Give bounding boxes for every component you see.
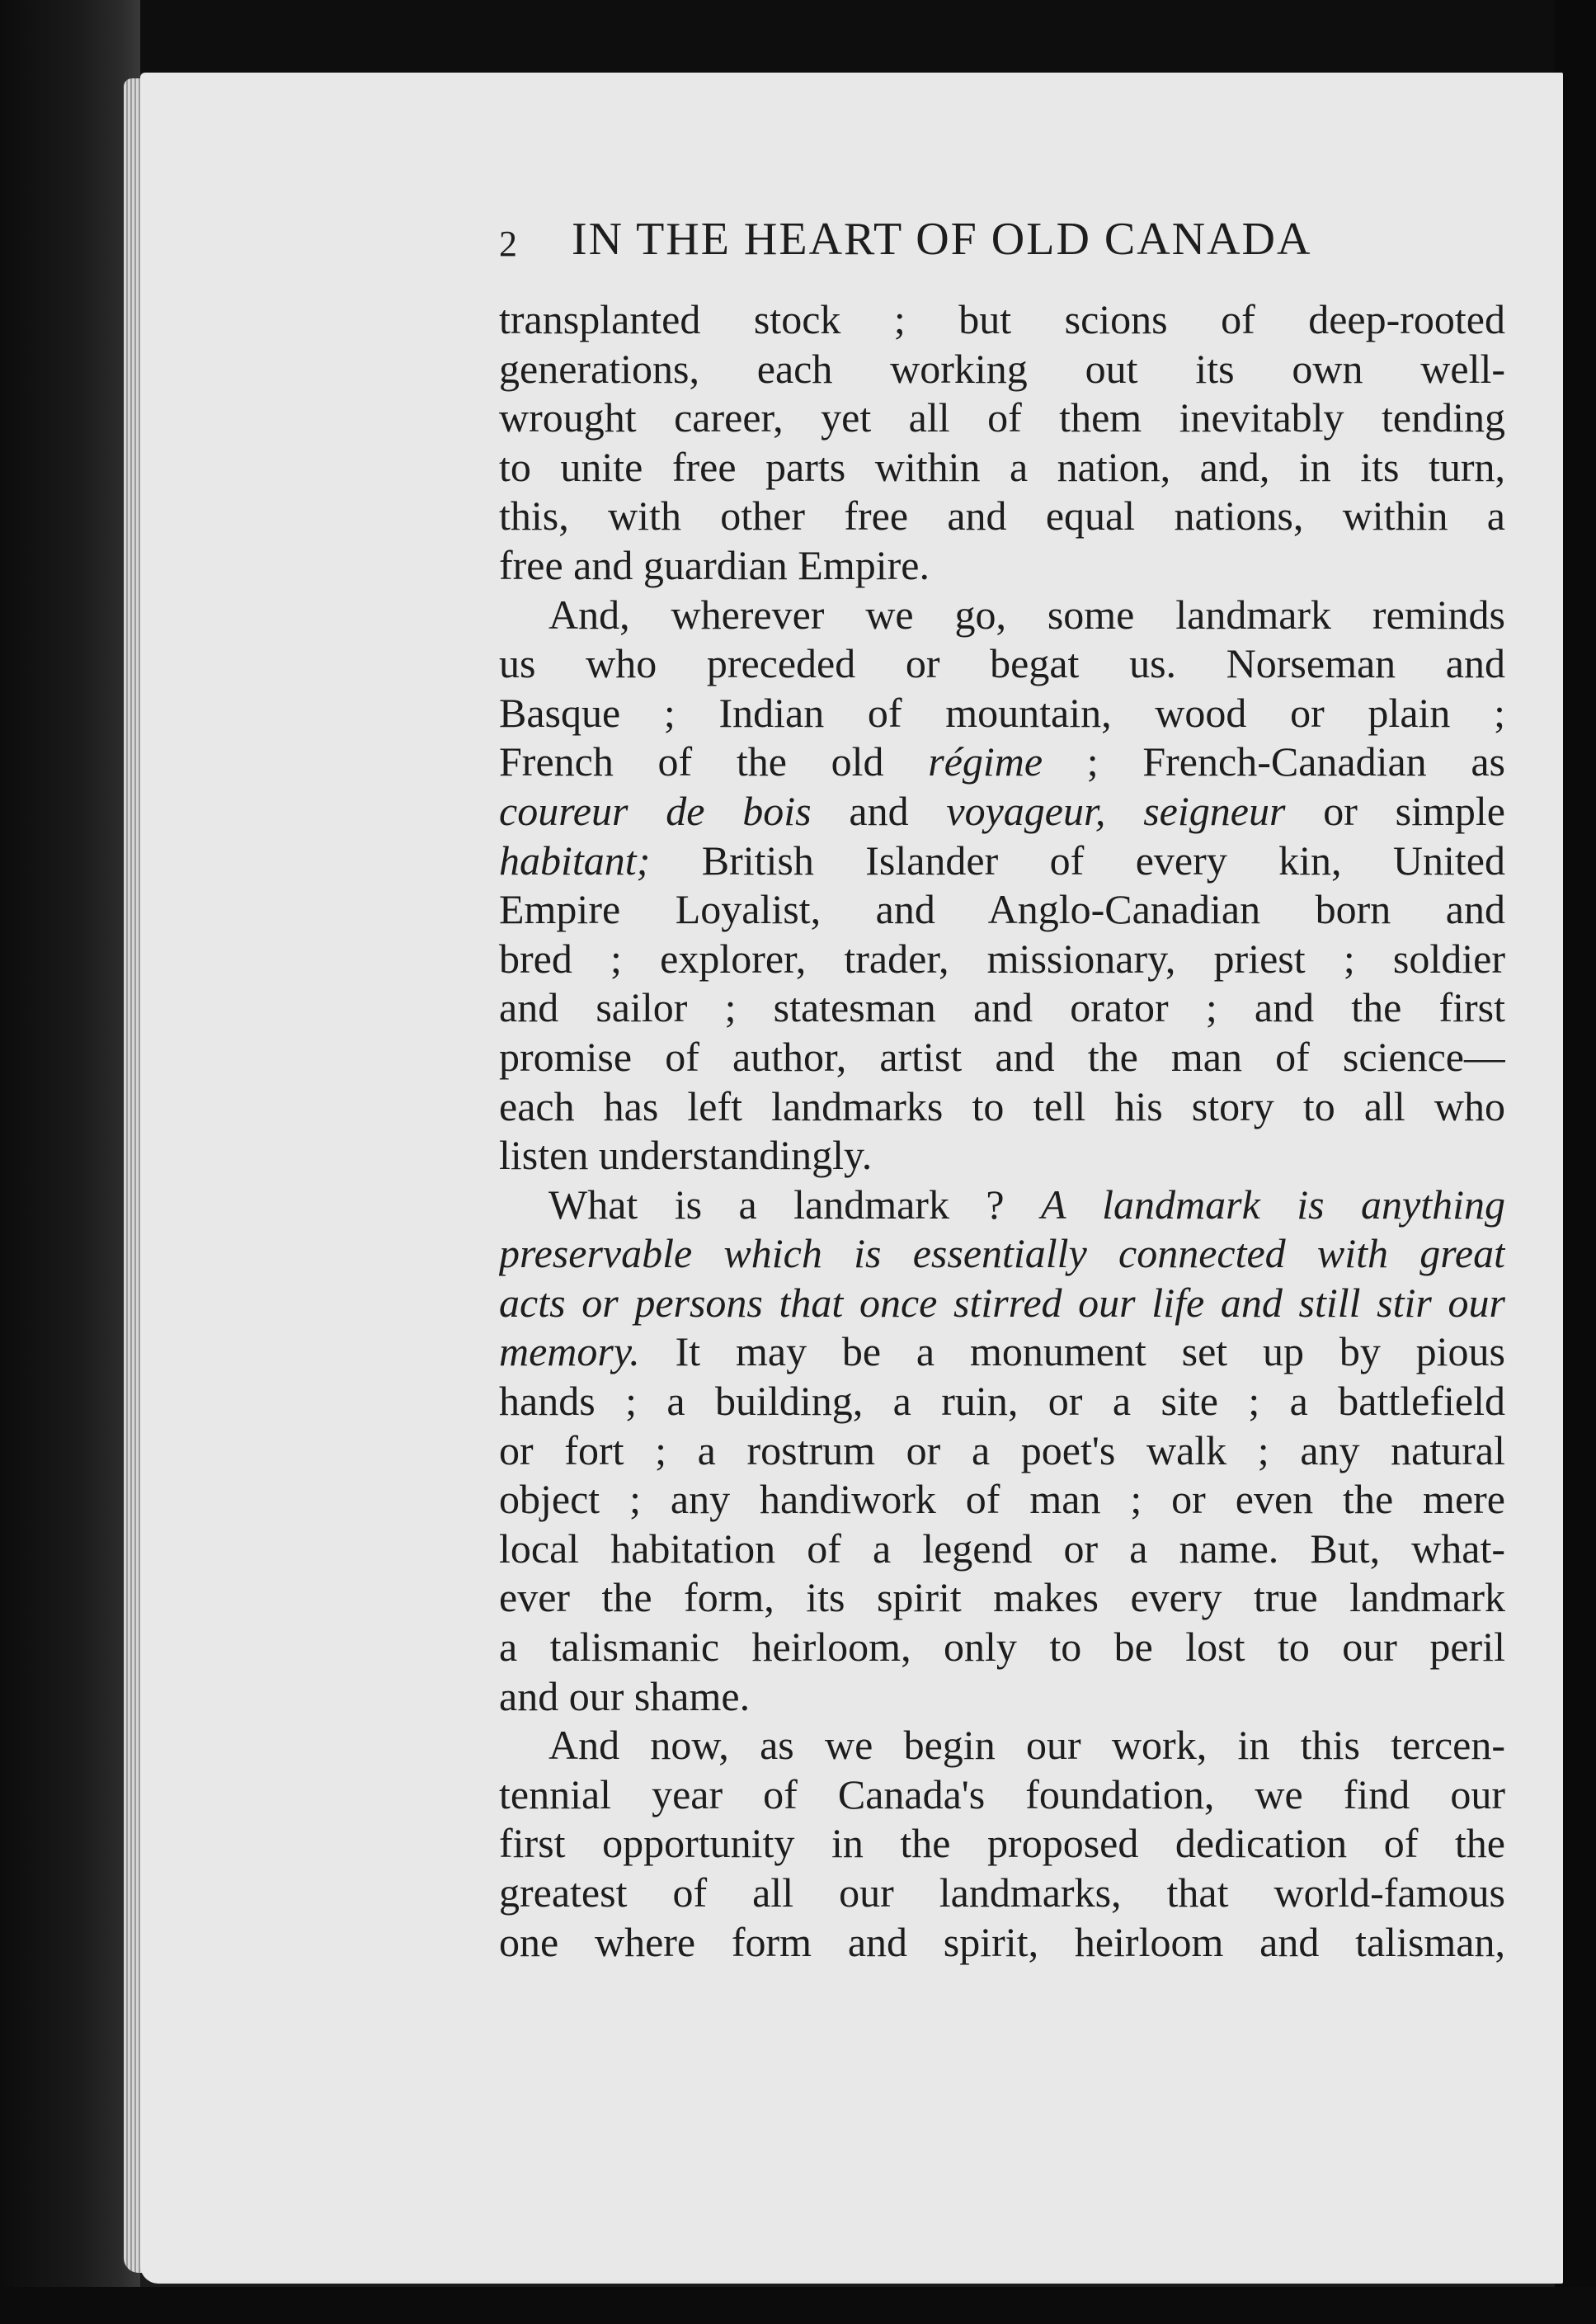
text-line	[499, 1131, 1505, 1181]
text-line	[499, 1229, 1505, 1279]
text-line	[499, 738, 1505, 787]
text-line	[499, 1426, 1505, 1476]
body-text	[499, 295, 1505, 1967]
page-number: 2	[499, 224, 517, 264]
text-line	[499, 1475, 1505, 1525]
italic-text: acts or persons that once stirred our life and still stir our	[499, 1279, 1505, 1326]
text-run: this, with other free and equal nations, within a	[499, 493, 1505, 540]
running-head	[499, 208, 1505, 274]
text-run: free and guardian Empire.	[499, 541, 930, 588]
text-line	[499, 1082, 1505, 1132]
text-run: generations, each working out its own well-	[499, 345, 1505, 392]
text-line	[499, 394, 1505, 443]
scan-border-left	[0, 0, 140, 2324]
italic-text: voyageur, seigneur	[946, 787, 1286, 834]
text-run: local habitation of a legend or a name. But, what-	[499, 1525, 1505, 1572]
text-run: or fort ; a rostrum or a poet's walk ; any natural	[499, 1426, 1505, 1473]
text-run: hands ; a building, a ruin, or a site ; a battlefield	[499, 1378, 1505, 1425]
text-line	[499, 1672, 1505, 1722]
text-line	[499, 443, 1505, 493]
scan-border-top	[0, 0, 1596, 73]
italic-text: memory.	[499, 1328, 640, 1375]
text-run: us who preceded or begat us. Norseman and	[499, 640, 1505, 687]
text-line	[499, 1623, 1505, 1672]
text-line	[499, 1377, 1505, 1426]
text-run: transplanted stock ; but scions of deep-rooted	[499, 296, 1505, 342]
text-line	[499, 983, 1505, 1033]
text-line	[499, 1770, 1505, 1820]
italic-text: coureur de bois	[499, 787, 812, 834]
text-run: promise of author, artist and the man of science—	[499, 1033, 1505, 1080]
text-line	[499, 541, 1505, 591]
text-line	[499, 295, 1505, 345]
text-line	[499, 1918, 1505, 1968]
text-run: What is a landmark ?	[548, 1181, 1042, 1228]
text-run: first opportunity in the proposed dedication of the	[499, 1820, 1505, 1867]
text-line	[499, 345, 1505, 394]
text-line	[499, 1033, 1505, 1082]
text-line	[499, 1279, 1505, 1328]
text-run: Basque ; Indian of mountain, wood or plain ;	[499, 689, 1505, 736]
text-run: and sailor ; statesman and orator ; and the first	[499, 984, 1505, 1031]
text-run: British Islander of every kin, United	[650, 837, 1505, 884]
text-line	[499, 885, 1505, 935]
text-run: wrought career, yet all of them inevitably tending	[499, 394, 1505, 441]
text-run: object ; any handiwork of man ; or even the mere	[499, 1476, 1505, 1523]
scan-border-bottom	[0, 2287, 1596, 2324]
text-line	[499, 689, 1505, 738]
text-run: and our shame.	[499, 1672, 751, 1719]
text-run: And now, as we begin our work, in this tercen-	[548, 1722, 1505, 1769]
text-line	[499, 639, 1505, 689]
running-title: IN THE HEART OF OLD CANADA	[572, 214, 1312, 265]
text-run: Empire Loyalist, and Anglo-Canadian born and	[499, 886, 1505, 933]
text-run: French of the old	[499, 738, 929, 785]
text-line	[499, 1819, 1505, 1869]
text-line	[499, 1573, 1505, 1623]
text-line	[499, 591, 1505, 640]
text-run: bred ; explorer, trader, missionary, priest ; soldier	[499, 935, 1505, 982]
italic-text: régime	[928, 738, 1043, 785]
text-run: greatest of all our landmarks, that world-famous	[499, 1869, 1505, 1916]
text-line	[499, 1327, 1505, 1377]
text-run: ever the form, its spirit makes every true landmark	[499, 1574, 1505, 1621]
text-run: to unite free parts within a nation, and, in its turn,	[499, 443, 1505, 490]
italic-text: habitant;	[499, 837, 651, 884]
text-line	[499, 492, 1505, 541]
text-line	[499, 1181, 1505, 1230]
text-run: listen understandingly.	[499, 1132, 873, 1179]
text-run: It may be a monument set up by pious	[639, 1328, 1505, 1375]
text-run: and	[811, 787, 947, 834]
text-line	[499, 837, 1505, 886]
text-run: ; French-Canadian as	[1043, 738, 1505, 785]
text-run: a talismanic heirloom, only to be lost to our peril	[499, 1624, 1505, 1671]
text-run: one where form and spirit, heirloom and talisman,	[499, 1918, 1505, 1965]
text-line	[499, 1525, 1505, 1574]
text-run: And, wherever we go, some landmark reminds	[548, 591, 1505, 638]
italic-text: A landmark is anything	[1041, 1181, 1505, 1228]
text-line	[499, 935, 1505, 984]
text-run: tennial year of Canada's foundation, we find our	[499, 1770, 1505, 1817]
text-line	[499, 1721, 1505, 1770]
text-line	[499, 787, 1505, 837]
text-run: or simple	[1285, 787, 1505, 834]
text-run: each has left landmarks to tell his story to all who	[499, 1082, 1505, 1129]
text-line	[499, 1869, 1505, 1918]
italic-text: preservable which is essentially connected with great	[499, 1230, 1505, 1277]
